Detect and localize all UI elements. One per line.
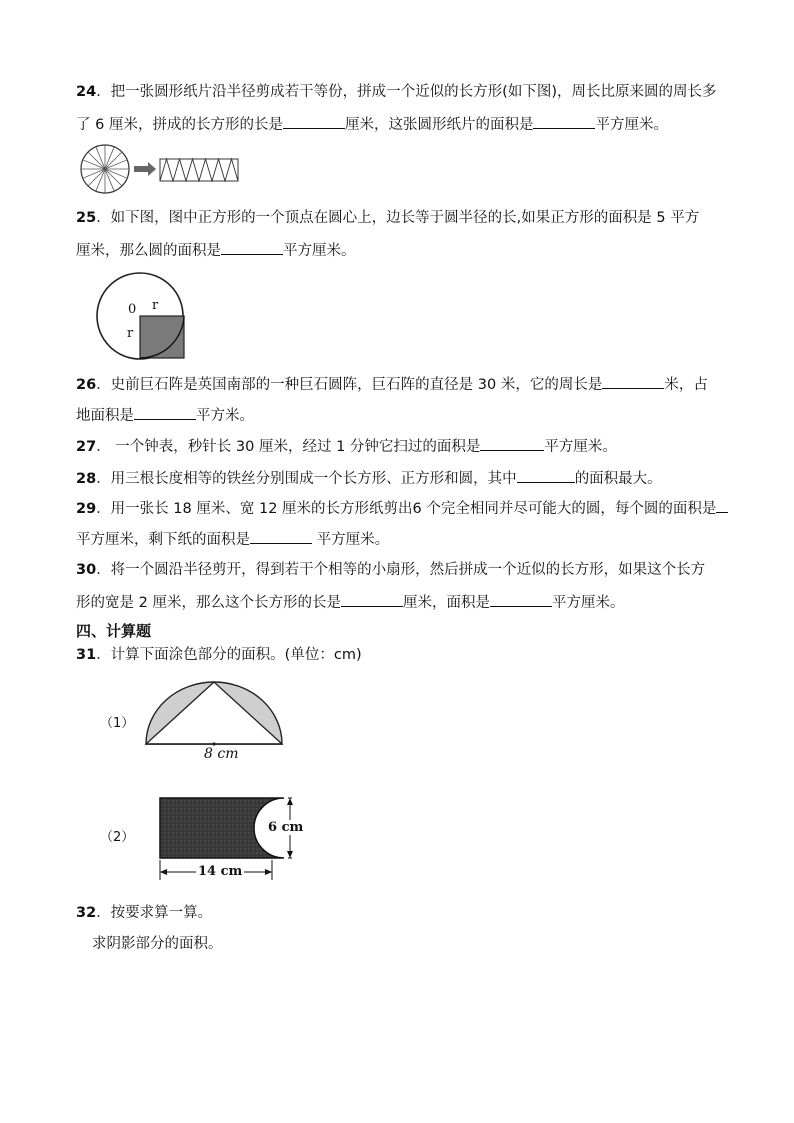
q29-line1 <box>76 498 728 519</box>
q32-subtext: 求阴影部分的面积。 <box>92 936 223 952</box>
q25-blank-area <box>221 240 283 255</box>
q29-number: 29 <box>76 501 97 517</box>
q30-line1 <box>76 560 705 580</box>
q24-line2 <box>76 114 668 135</box>
q31-fig2-height: 6 cm <box>268 820 304 835</box>
q30-text2c: 平方厘米。 <box>551 595 625 611</box>
q30-number: 30 <box>76 562 97 578</box>
q30-text1: ．将一个圆沿半径剪开，得到若干个相等的小扇形，然后拼成一个近似的长方形，如果这个长方 <box>96 562 706 578</box>
q25-label-r-top: r <box>152 298 159 313</box>
q24-text2a: 了 6 厘米，拼成的长方形的长是 <box>76 117 283 133</box>
q31-fig1-label: （1） <box>100 716 135 731</box>
q28-line <box>76 468 662 489</box>
q31-fig2-label: （2） <box>100 830 135 845</box>
section-heading-calculation: 四、计算题 <box>76 622 152 640</box>
q32-number: 32 <box>76 905 97 921</box>
q27-line <box>76 436 617 457</box>
q32-line <box>76 903 212 923</box>
q25-text2a: 厘米，那么圆的面积是 <box>76 243 221 259</box>
q31-fig2-width: 14 cm <box>198 864 243 879</box>
q29-text1: ．用一张长 18 厘米、宽 12 厘米的长方形纸剪出6 个完全相同并尽可能大的圆，每个圆的面积是 <box>96 501 717 517</box>
q24-text2b: 厘米，这张圆形纸片的面积是 <box>344 117 534 133</box>
q26-number: 26 <box>76 377 97 393</box>
q26-blank-area <box>134 405 196 420</box>
q24-blank-area <box>533 114 595 129</box>
q25-label-center: 0 <box>128 302 137 317</box>
q26-text2b: 平方米。 <box>196 408 254 424</box>
q24-number: 24 <box>76 84 97 100</box>
q28-text1: ．用三根长度相等的铁丝分别围成一个长方形、正方形和圆，其中 <box>96 471 517 487</box>
q27-text1: ． 一个钟表，秒针长 30 厘米，经过 1 分钟它扫过的面积是 <box>96 439 481 455</box>
q29-blank-remaining-area <box>250 529 312 544</box>
q27-text2: 平方厘米。 <box>544 439 617 455</box>
q31-figure1-semicircle-triangle <box>144 680 284 748</box>
q25-figure-circle-square <box>96 272 192 364</box>
q28-blank-shape <box>517 468 575 483</box>
q25-text2b: 平方厘米。 <box>283 243 356 259</box>
q25-line2 <box>76 240 356 261</box>
q25-line1 <box>76 208 699 228</box>
q24-figure-circle-to-rectangle <box>80 144 240 194</box>
q29-text2a: 平方厘米，剩下纸的面积是 <box>76 532 250 548</box>
q31-fig1-dimension: 8 cm <box>204 746 239 762</box>
q31-number: 31 <box>76 647 97 663</box>
q24-blank-length <box>283 114 345 129</box>
q24-text2c: 平方厘米。 <box>595 117 668 133</box>
q31-text: ．计算下面涂色部分的面积。(单位：cm) <box>96 647 362 663</box>
q29-blank-circle-area <box>716 498 728 513</box>
q24-line1 <box>76 82 717 102</box>
q26-text1b: 米，占 <box>664 377 708 393</box>
q26-text1a: ．史前巨石阵是英国南部的一种巨石圆阵，巨石阵的直径是 30 米，它的周长是 <box>96 377 603 393</box>
q30-line2 <box>76 592 624 613</box>
q30-text2a: 形的宽是 2 厘米，那么这个长方形的长是 <box>76 595 341 611</box>
q24-text1: ．把一张圆形纸片沿半径剪成若干等份，拼成一个近似的长方形(如下图)，周长比原来圆的周长多 <box>96 84 717 100</box>
q26-line2 <box>76 405 254 426</box>
q25-text1: ．如下图，图中正方形的一个顶点在圆心上，边长等于圆半径的长,如果正方形的面积是 5 平方 <box>96 210 700 226</box>
q30-text2b: 厘米，面积是 <box>402 595 490 611</box>
q30-blank-area <box>490 592 552 607</box>
q25-number: 25 <box>76 210 97 226</box>
q25-label-r-left: r <box>127 326 134 341</box>
q31-line <box>76 645 362 665</box>
q29-text2b: 平方厘米。 <box>312 532 390 548</box>
q27-blank-area <box>480 436 544 451</box>
q26-text2a: 地面积是 <box>76 408 134 424</box>
q26-blank-circumference <box>602 374 664 389</box>
q29-line2 <box>76 529 389 550</box>
q28-text2: 的面积最大。 <box>574 471 662 487</box>
q27-number: 27 <box>76 439 97 455</box>
q32-text: ．按要求算一算。 <box>96 905 213 921</box>
q26-line1 <box>76 374 708 395</box>
q30-blank-length <box>341 592 403 607</box>
q28-number: 28 <box>76 471 97 487</box>
q32-subline <box>92 934 223 954</box>
